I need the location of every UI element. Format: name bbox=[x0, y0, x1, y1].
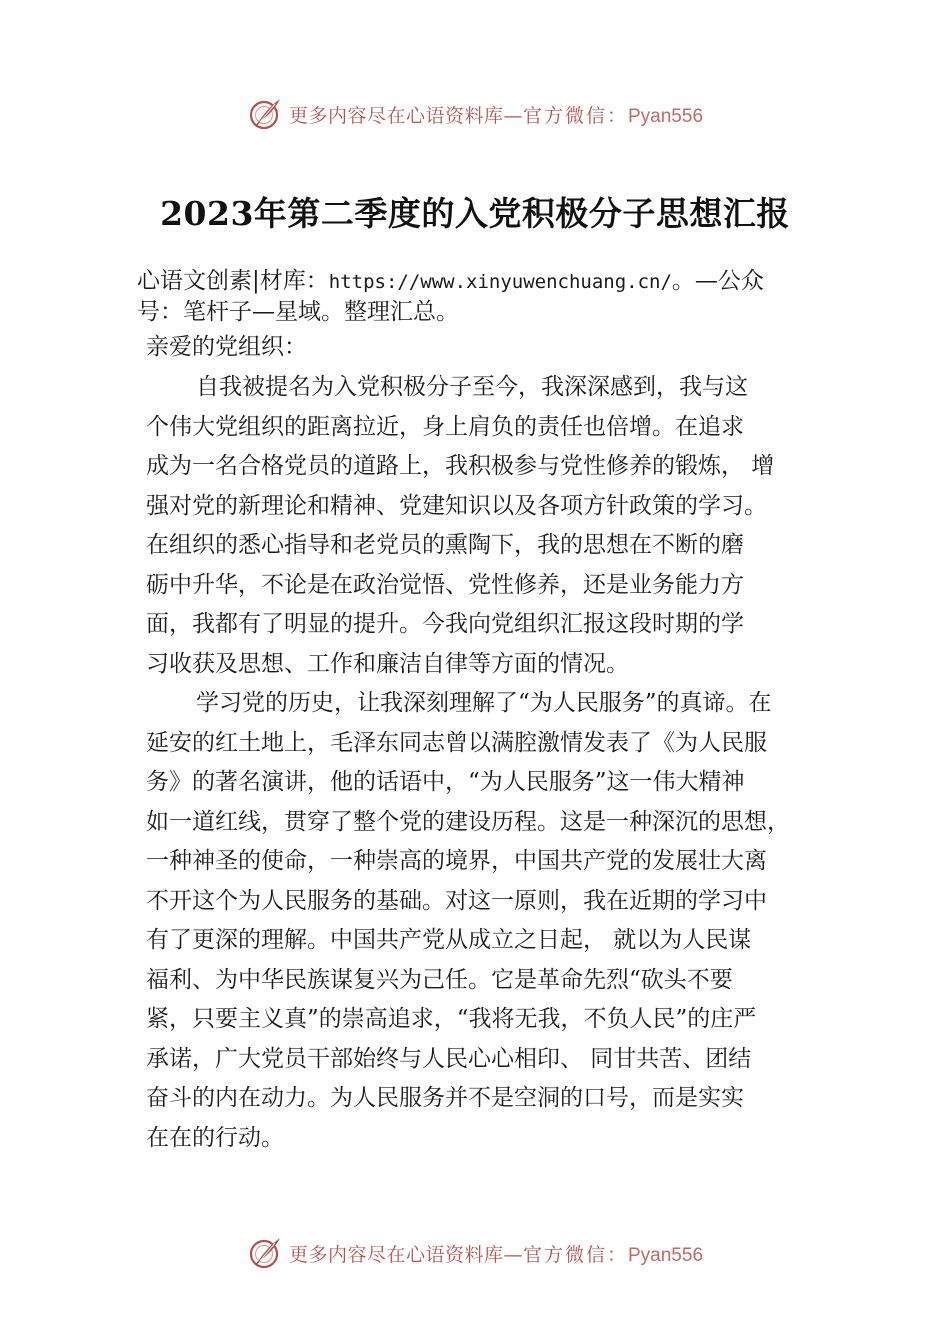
quill-pen-circle-icon bbox=[247, 96, 283, 132]
report-body bbox=[146, 368, 836, 1158]
paragraph-line: 个伟大党组织的距离拉近，身上肩负的责任也倍增。在追求 bbox=[146, 413, 744, 440]
paragraph-line: 延安的红土地上，毛泽东同志曾以满腔激情发表了《为人民服 bbox=[146, 729, 767, 756]
salutation: 亲爱的党组织： bbox=[146, 334, 307, 360]
source-note bbox=[137, 266, 847, 327]
paragraph-line: 砺中升华，不论是在政治觉悟、党性修养，还是业务能力方 bbox=[146, 571, 744, 598]
quill-pen-circle-icon bbox=[247, 1235, 283, 1271]
source-line: 号：笔杆子—星域。整理汇总。 bbox=[137, 299, 459, 325]
paragraph-line: 福利、为中华民族谋复兴为己任。它是革命先烈“砍头不要 bbox=[146, 966, 733, 993]
paragraph-line: 一种神圣的使命，一种崇高的境界，中国共产党的发展壮大离 bbox=[146, 848, 767, 874]
paragraph-line: 承诺，广大党员干部始终与人民心心相印、 同甘共苦、团结 bbox=[146, 1045, 752, 1072]
paragraph-line: 强对党的新理论和精神、党建知识以及各项方针政策的学习。 bbox=[146, 492, 767, 519]
banner-text: 更多内容尽在心语资料库—官方微信：Pyan556 bbox=[288, 1243, 704, 1266]
paragraph-line: 自我被提名为入党积极分子至今，我深深感到，我与这 bbox=[196, 374, 748, 400]
footer-banner bbox=[0, 1233, 950, 1273]
source-url: https://www.xinyuwenchuang.cn/ bbox=[328, 271, 672, 293]
document-title: 2023年第二季度的入党积极分子思想汇报 bbox=[160, 194, 790, 233]
paragraph-line: 不开这个为人民服务的基础。对这一原则，我在近期的学习中 bbox=[146, 887, 767, 914]
banner-text: 更多内容尽在心语资料库—官方微信：Pyan556 bbox=[288, 104, 704, 127]
paragraph-line: 成为一名合格党员的道路上，我积极参与党性修养的锻炼， 增 bbox=[146, 453, 775, 479]
paragraph-line: 如一道红线，贯穿了整个党的建设历程。这是一种深沉的思想， bbox=[146, 808, 790, 835]
paragraph-line: 奋斗的内在动力。为人民服务并不是空洞的口号，而是实实 bbox=[146, 1085, 744, 1111]
paragraph-line: 学习党的历史，让我深刻理解了“为人民服务”的真谛。在 bbox=[196, 690, 772, 716]
paragraph-line: 紧，只要主义真”的崇高追求，“我将无我，不负人民”的庄严 bbox=[146, 1006, 757, 1032]
header-banner bbox=[0, 94, 950, 134]
paragraph-line: 有了更深的理解。中国共产党从成立之日起， 就以为人民谋 bbox=[146, 927, 752, 953]
paragraph-line: 面，我都有了明显的提升。今我向党组织汇报这段时期的学 bbox=[146, 611, 744, 637]
paragraph-line: 习收获及思想、工作和廉洁自律等方面的情况。 bbox=[146, 650, 629, 677]
source-line: 心语文创素|材库：https://www.xinyuwenchuang.cn/。—公众 bbox=[137, 268, 764, 294]
paragraph-line: 在组织的悉心指导和老党员的熏陶下，我的思想在不断的磨 bbox=[146, 532, 744, 558]
paragraph-line: 在在的行动。 bbox=[146, 1124, 284, 1151]
paragraph-line: 务》的著名演讲，他的话语中，“为人民服务”这一伟大精神 bbox=[146, 769, 745, 795]
